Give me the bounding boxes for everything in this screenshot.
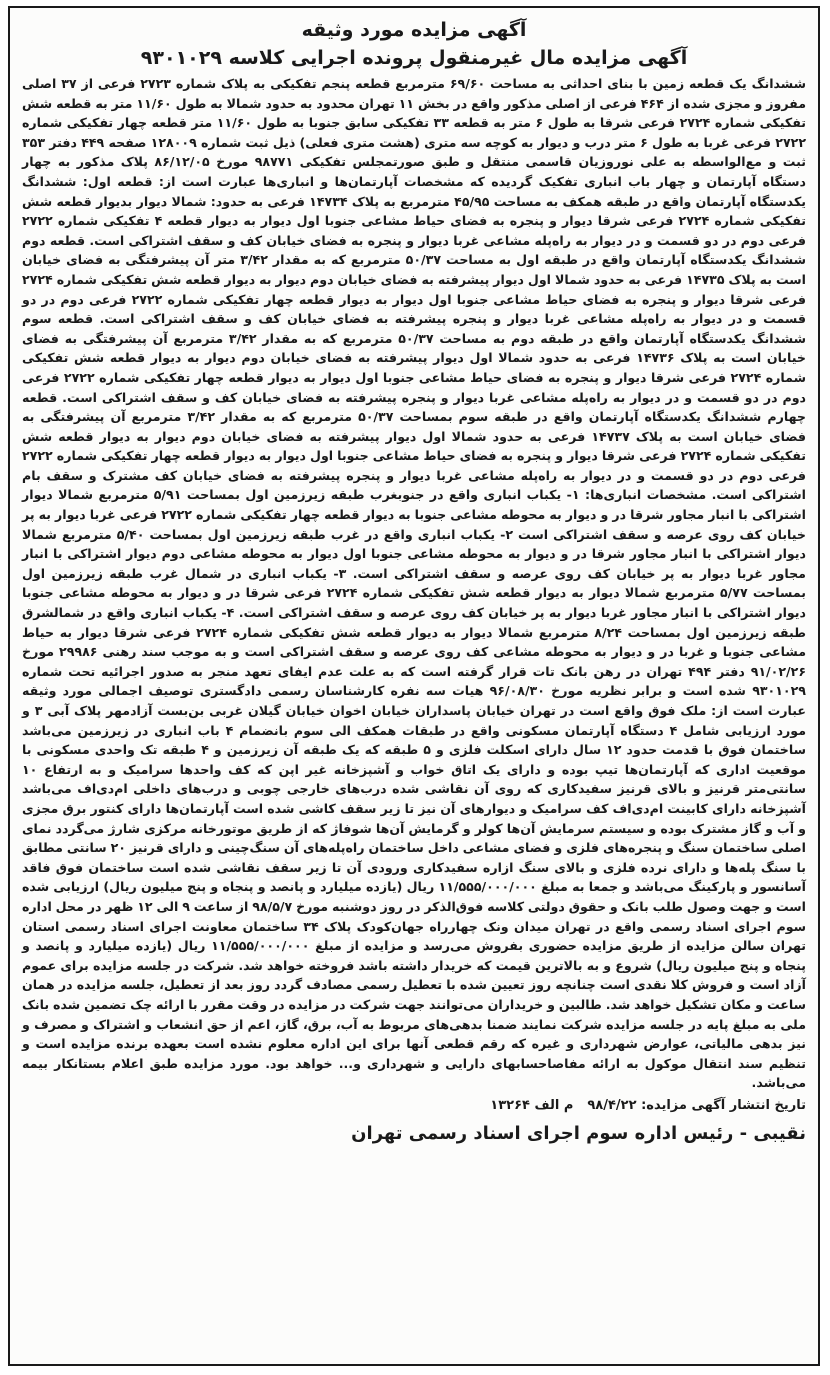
notice-body: ششدانگ یک قطعه زمین با بنای احداثی به مساحت ۶۹/۶۰ مترمربع قطعه پنجم تفکیکی به پلاک شماره ۲۷۲۳ فرعی از ۳۷ اصلی مفروز و مجزی شده از ۴۶۴ فرعی از اصلی مذکور واقع در بخش ۱۱ تهران محدود به حدود شمالا به طول ۱۱/۶۰ متر به قطعه شش تفکیکی شماره ۲۷۲۴ فرعی شرقا به طول ۶ متر به قطعه ۳۳ تفکیکی سابق جنوبا به طول ۱۱/۶۰ متر قطعه چهار تفکیکی شماره ۲۷۲۲ فرعی غربا به طول ۶ متر درب و دیوار به کوچه سه متری (هشت متری فعلی) ذیل ثبت شماره ۱۲۸۰۰۹ صفحه ۴۴۹ دفتر ۳۵۳ ثبت و مع‌الواسطه به علی نوروزیان قاسمی منتقل و طبق صورتمجلس تفکیکی ۹۸۷۷۱ مورخ ۸۶/۱۲/۰۵ پلاک مذکور به چهار دستگاه آپارتمان و چهار باب انباری تفکیک گردیده که مشخصات آپارتمان‌ها و انباری‌ها عبارت است از: قطعه اول: ششدانگ یکدستگاه آپارتمان واقع در طبقه همکف به مساحت ۴۵/۹۵ مترمربع به پلاک ۱۴۷۳۴ فرعی به حدود: شمالا دیوار بدیوار قطعه شش تفکیکی شماره ۲۷۲۴ فرعی شرقا دیوار و پنجره به فضای حیاط مشاعی جنوبا اول دیوار به دیوار قطعه ۴ تفکیکی شماره ۲۷۲۲ فرعی دوم در دو قسمت و در دیوار به راه‌پله مشاعی غربا دیوار و پنجره به فضای خیابان کف و سقف اشتراکی است. قطعه دوم ششدانگ یکدستگاه آپارتمان واقع در طبقه اول به مساحت ۵۰/۳۷ مترمربع که به مقدار ۳/۴۲ متر آن پیشرفتگی به فضای خیابان است به پلاک ۱۴۷۳۵ فرعی به حدود شمالا اول دیوار پیشرفته به فضای خیابان دوم دیوار به دیوار قطعه شش تفکیکی شماره ۲۷۲۴ فرعی شرقا دیوار و پنجره به فضای حیاط مشاعی جنوبا اول دیوار به دیوار قطعه چهار تفکیکی شماره ۲۷۲۲ فرعی دوم در دو قسمت و در دیوار به راه‌پله مشاعی غربا دیوار و پنجره پیشرفته به فضای خیابان کف و سقف اشتراکی است. قطعه سوم ششدانگ یکدستگاه آپارتمان واقع در طبقه دوم به مساحت ۵۰/۳۷ مترمربع که به مقدار ۳/۴۲ مترمربع آن پیشرفتگی به فضای خیابان است به پلاک ۱۴۷۳۶ فرعی به حدود شمالا اول دیوار پیشرفته به فضای خیابان دوم دیوار به دیوار قطعه شش تفکیکی شماره ۲۷۲۴ فرعی شرقا دیوار و پنجره به فضای حیاط مشاعی جنوبا اول دیوار به دیوار قطعه چهار تفکیکی شماره ۲۷۲۲ فرعی دوم در دو قسمت و در دیوار به راه‌پله مشاعی غربا دیوار و پنجره پیشرفته به فضای خیابان کف و سقف اشتراکی است. قطعه چهارم ششدانگ یکدستگاه آپارتمان واقع در طبقه سوم بمساحت ۵۰/۳۷ مترمربع که به مقدار ۳/۴۲ مترمربع آن پیشرفتگی به فضای خیابان است به پلاک ۱۴۷۳۷ فرعی به حدود شمالا اول دیوار پیشرفته به فضای خیابان دوم دیوار به دیوار قطعه شش تفکیکی شماره ۲۷۲۴ فرعی شرقا دیوار و پنجره به فضای حیاط مشاعی جنوبا اول دیوار به دیوار قطعه چهار تفکیکی شماره ۲۷۲۲ فرعی دوم در دو قسمت و در دیوار به راه‌پله مشاعی غربا دیوار و پنجره پیشرفته به فضای خیابان کف مشترک و سقف بام اشتراکی است. مشخصات انباری‌ها: ۱- یکباب انباری واقع در جنوبغرب طبقه زیرزمین اول بمساحت ۵/۹۱ مترمربع شمالا دیوار اشتراکی با انبار مجاور شرقا در و دیوار به محوطه مشاعی جنوبا به دیوار قطعه چهار تفکیکی شماره ۲۷۲۲ فرعی غربا دیوار به پر خیابان کف روی عرصه و سقف اشتراکی است ۲- یکباب انباری واقع در غرب طبقه زیرزمین اول بمساحت ۵/۴۰ مترمربع شمالا دیوار اشتراکی با انبار مجاور شرقا در و دیوار به محوطه مشاعی جنوبا اول دیوار به محوطه مشاعی دوم دیوار اشتراکی با انبار مجاور غربا دیوار به پر خیابان کف روی عرصه و سقف اشتراکی است. ۳- یکباب انباری در شمال غرب طبقه زیرزمین اول بمساحت ۵/۷۷ مترمربع شمالا دیوار به دیوار قطعه شش تفکیکی شماره ۲۷۲۴ فرعی شرقا در و دیوار به محوطه مشاعی جنوبا دیوار اشتراکی با انبار مجاور غربا دیوار به پر خیابان کف روی عرصه و سقف اشتراکی است. ۴- یکباب انباری واقع در شمالشرق طبقه زیرزمین اول بمساحت ۸/۲۴ مترمربع شمالا دیوار به دیوار قطعه شش تفکیکی شماره ۲۷۲۴ فرعی شرقا دیوار به حیاط مشاعی جنوبا و غربا در و دیوار به محوطه مشاعی کف روی عرصه و سقف اشتراکی است و به موجب سند رهنی ۲۹۹۸۶ مورخ ۹۱/۰۲/۲۶ دفتر ۴۹۴ تهران در رهن بانک تات قرار گرفته است که به علت عدم ایفای تعهد منجر به صدور اجرائیه تحت شماره ۹۳۰۱۰۲۹ شده است و برابر نظریه مورخ ۹۶/۰۸/۳۰ هیات سه نفره کارشناسان رسمی دادگستری توصیف اجمالی مورد وثیقه عبارت است از: ملک فوق واقع است در تهران خیابان پاسداران خیابان اخوان خیابان گیلان غربی بن‌بست آزادمهر پلاک آبی ۳ و مورد ارزیابی شامل ۴ دستگاه آپارتمان مسکونی واقع در طبقات همکف الی سوم بانضمام ۴ باب انباری در زیرزمین می‌باشد ساختمان فوق با قدمت حدود ۱۲ سال دارای اسکلت فلزی و ۵ طبقه که یک طبقه آن زیرزمین و ۴ طبقه تک واحدی مسکونی با موقعیت اداری که آپارتمان‌ها تیپ بوده و دارای یک اتاق خواب و آشپزخانه غیر اپن که کف واحدها سرامیک و به ارتفاع ۱۰ سانتی‌متر قرنیز و بالای قرنیز سفیدکاری که روی آن نقاشی شده درب‌های خارجی چوبی و درب‌های داخلی ام‌دی‌اف می‌باشد آشپزخانه دارای کابینت ام‌دی‌اف کف سرامیک و دیوارهای آن نیز تا زیر سقف کاشی شده است آپارتمان‌ها دارای کنتور برق مجزی و آب و گاز مشترک بوده و سیستم سرمایش آن‌ها کولر و گرمایش آن‌ها شوفاژ که از طریق موتورخانه مرکزی شارژ می‌گردد نمای اصلی ساختمان سنگ و پنجره‌های فلزی و فضای مشاعی داخل ساختمان راه‌پله‌های آن سنگ‌چینی و دارای قرنیز ۲۰ سانتی مطابق با سنگ پله‌ها و دارای نرده فلزی و بالای سنگ ازاره سفیدکاری ورودی آن تا زیر سقف نقاشی شده است ساختمان فوق فاقد آسانسور و پارکینگ می‌باشد و جمعا به مبلغ ۱۱/۵۵۵/۰۰۰/۰۰۰ ریال (یازده میلیارد و پانصد و پنجاه و پنج میلیون ریال) ارزیابی شده است و جهت وصول طلب بانک و حقوق دولتی کلاسه فوق‌الذکر در روز دوشنبه مورخ ۹۸/۵/۷ از ساعت ۹ الی ۱۲ ظهر در محل اداره سوم اجرای اسناد رسمی واقع در تهران میدان ونک چهارراه جهان‌کودک پلاک ۳۴ ساختمان معاونت اجرای اسناد رسمی استان تهران سالن مزایده از طریق مزایده حضوری بفروش می‌رسد و مزایده از مبلغ ۱۱/۵۵۵/۰۰۰/۰۰۰ ریال (یازده میلیارد و پانصد و پنجاه و پنج میلیون ریال) شروع و به بالاترین قیمت که خریدار داشته باشد فروخته خواهد شد. شرکت در جلسه مزایده برای عموم آزاد است و فروش کلا نقدی است چنانچه روز تعیین شده با تعطیل رسمی مصادف گردد روز بعد از تعطیل، جلسه مزایده در همان ساعت و مکان تشکیل خواهد شد. طالبین و خریداران می‌توانند جهت شرکت در مزایده در وقت مقرر با ارائه چک تضمین شده بانک ملی به مبلغ پایه در جلسه مزایده شرکت نمایند ضمنا بدهی‌های مربوط به آب، برق، گاز، اعم از حق انشعاب و اشتراک و مصرف و نیز بدهی مالیاتی، عوارض شهرداری و غیره که رقم قطعی آنها برای این اداره معلوم نشده است بعهده برنده مزایده است و تنظیم سند انتقال موکول به ارائه مفاصاحسابهای دارایی و شهرداری و... خواهد بود. مورد مزایده طبق اعلام بستانکار بیمه می‌باشد. bbox=[22, 76, 807, 1091]
auction-notice bbox=[8, 6, 820, 1366]
notice-title: آگهی مزایده مورد وثیقه bbox=[301, 19, 527, 41]
notice-subtitle: آگهی مزایده مال غیرمنقول پرونده اجرایی کلاسه ۹۳۰۱۰۲۹ bbox=[140, 47, 688, 69]
publish-info bbox=[22, 1095, 806, 1117]
publish-date: تاریخ انتشار آگهی مزایده: ۹۸/۴/۲۲ bbox=[587, 1097, 806, 1113]
reference-code: م الف ۱۳۲۶۴ bbox=[490, 1097, 574, 1113]
signature-line: نقیبی - رئیس اداره سوم اجرای اسناد رسمی تهران bbox=[351, 1122, 806, 1144]
